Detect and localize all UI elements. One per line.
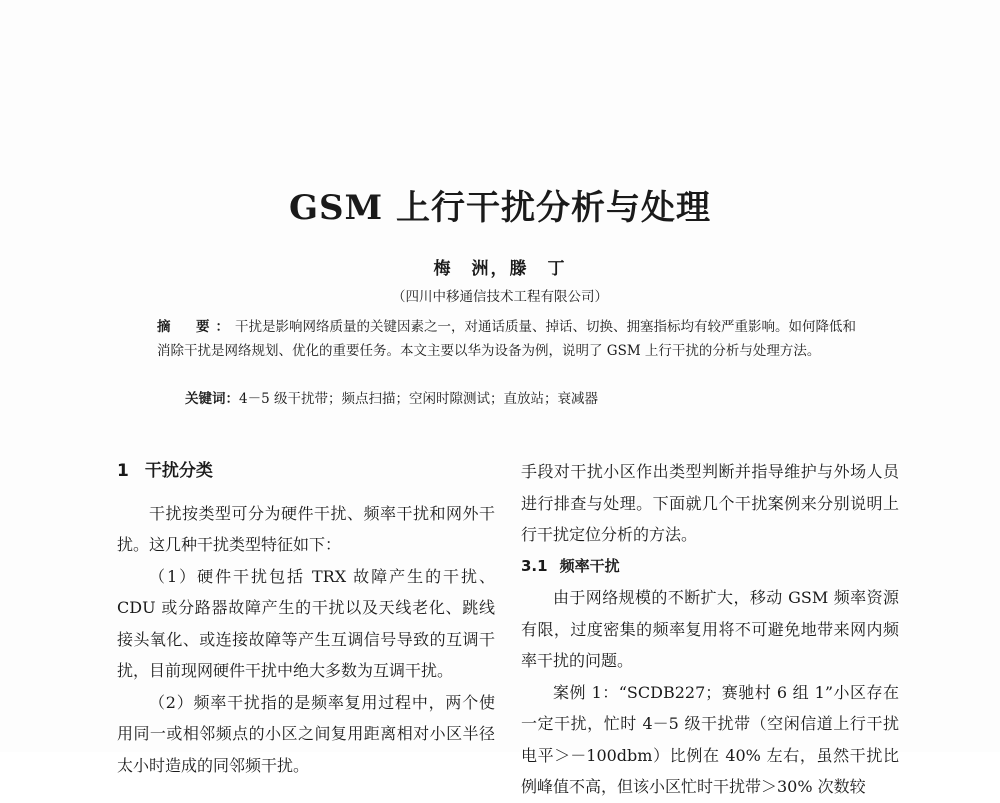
right-column [521, 456, 899, 803]
paragraph: 由于网络规模的不断扩大，移动 GSM 频率资源有限，过度密集的频率复用将不可避免地带来网内频率干扰的问题。 [521, 588, 899, 670]
paragraph: （1）硬件干扰包括 TRX 故障产生的干扰、CDU 或分路器故障产生的干扰以及天线老化、跳线接头氧化、或连接故障等产生互调信号导致的互调干扰，目前现网硬件干扰中绝大多数为互调干扰。 [117, 566, 495, 680]
abstract-label: 摘 要： [157, 319, 235, 335]
article-authors: 梅 洲，滕 丁 [433, 259, 567, 279]
keywords-text: 4－5 级干扰带；频点扫描；空闲时隙测试；直放站；衰减器 [239, 391, 598, 407]
abstract-text: 干扰是影响网络质量的关键因素之一，对通话质量、掉话、切换、拥塞指标均有较严重影响。如何降低和消除干扰是网络规划、优化的重要任务。本文主要以华为设备为例，说明了 GSM 上行干扰的分析与处理方法。 [157, 319, 856, 359]
section-title: 干扰分类 [144, 461, 213, 481]
abstract [157, 315, 857, 363]
paragraph: （2）频率干扰指的是频率复用过程中，两个使用同一或相邻频点的小区之间复用距离相对小区半径太小时造成的同邻频干扰。 [117, 692, 495, 775]
subsection-heading [521, 551, 899, 583]
section-heading [117, 456, 495, 488]
subsection-title: 频率干扰 [559, 556, 620, 575]
article-affiliation: （四川中移通信技术工程有限公司） [392, 289, 608, 305]
section-number: 1 [117, 461, 129, 481]
paragraph: 案例 1：“SCDB227；赛驰村 6 组 1”小区存在一定干扰，忙时 4－5 级干扰带（空闲信道上行干扰电平＞－100dbm）比例在 40% 左右，虽然干扰比例峰值不高，但该小区忙时干扰带＞30% 次数较 [521, 682, 899, 796]
article-title: GSM 上行干扰分析与处理 [288, 188, 712, 228]
subsection-number: 3.1 [521, 556, 548, 575]
paragraph: 干扰按类型可分为硬件干扰、频率干扰和网外干扰。这几种干扰类型特征如下： [117, 503, 495, 554]
keywords [185, 387, 865, 411]
left-column [117, 456, 495, 781]
paragraph: 手段对干扰小区作出类型判断并指导维护与外场人员进行排查与处理。下面就几个干扰案例来分别说明上行干扰定位分析的方法。 [521, 462, 899, 544]
keywords-label: 关键词： [185, 391, 239, 407]
